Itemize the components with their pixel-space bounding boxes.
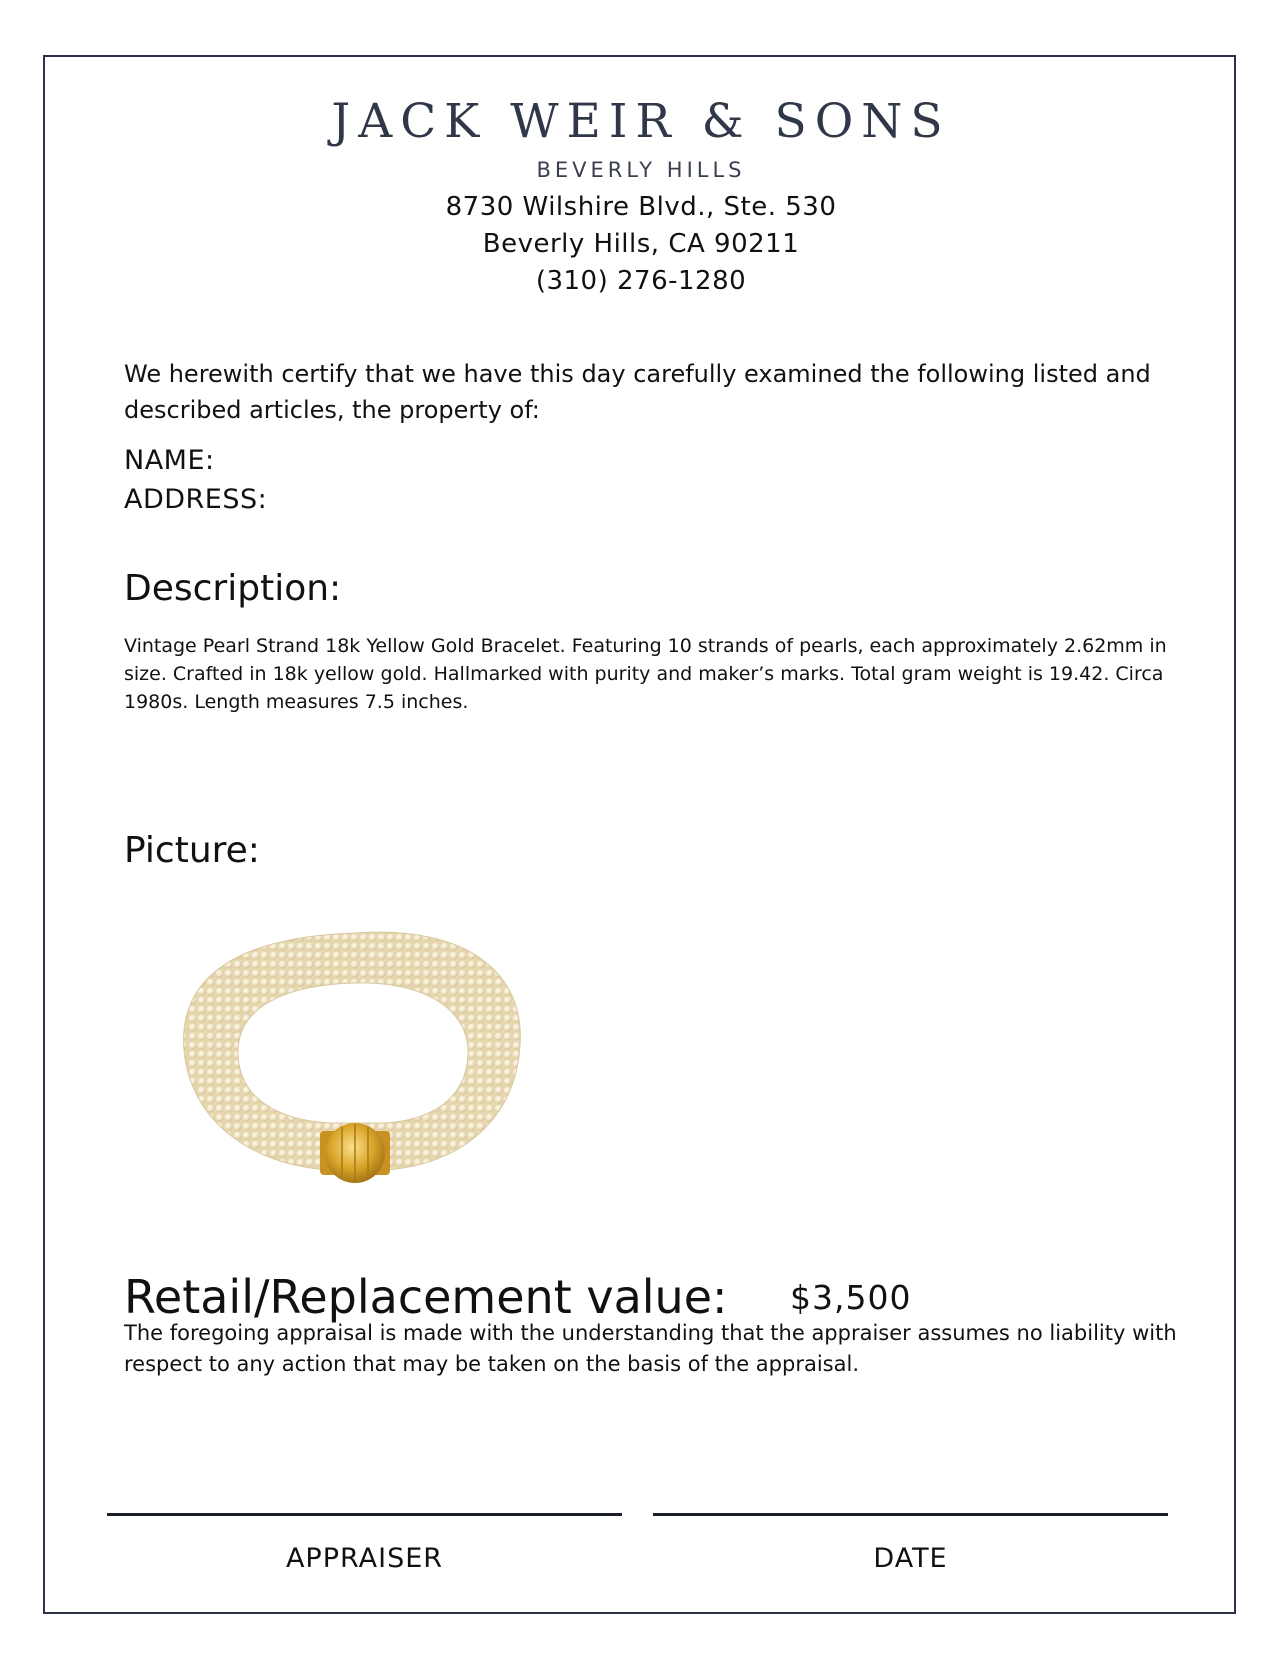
gold-clasp xyxy=(320,1123,390,1183)
appraiser-signature-line xyxy=(107,1513,622,1516)
appraiser-label: APPRAISER xyxy=(285,1543,444,1574)
bracelet-photo xyxy=(170,915,540,1195)
value-amount: $3,500 xyxy=(790,1278,912,1317)
picture-heading: Picture: xyxy=(124,830,260,871)
description-text: Vintage Pearl Strand 18k Yellow Gold Bracelet. Featuring 10 strands of pearls, each approximately 2.62mm in size. Crafted in 18k yellow gold. Hallmarked with purity and maker’s marks. Total gram weight is 19.42. Circa 1980s. Length measures 7.5 inches. xyxy=(124,635,1167,713)
value-label: Retail/Replacement value: xyxy=(124,1270,728,1324)
date-signature-line xyxy=(653,1513,1168,1516)
certification-intro: We herewith certify that we have this day carefully examined the following listed and described articles, the property of: xyxy=(124,360,1151,424)
name-label: NAME: xyxy=(124,445,215,476)
address-line-1: 8730 Wilshire Blvd., Ste. 530 xyxy=(445,192,837,222)
phone-number: (310) 276-1280 xyxy=(535,266,747,296)
brand-name: JACK WEIR & SONS xyxy=(331,94,951,149)
address-line-2: Beverly Hills, CA 90211 xyxy=(482,229,800,259)
brand-location: BEVERLY HILLS xyxy=(536,158,746,182)
description-heading: Description: xyxy=(124,568,342,609)
appraisal-disclaimer: The foregoing appraisal is made with the understanding that the appraiser assumes no liability with respect to any action that may be taken on the basis of the appraisal. xyxy=(124,1321,1177,1376)
date-label: DATE xyxy=(873,1543,948,1574)
address-label: ADDRESS: xyxy=(124,484,268,515)
